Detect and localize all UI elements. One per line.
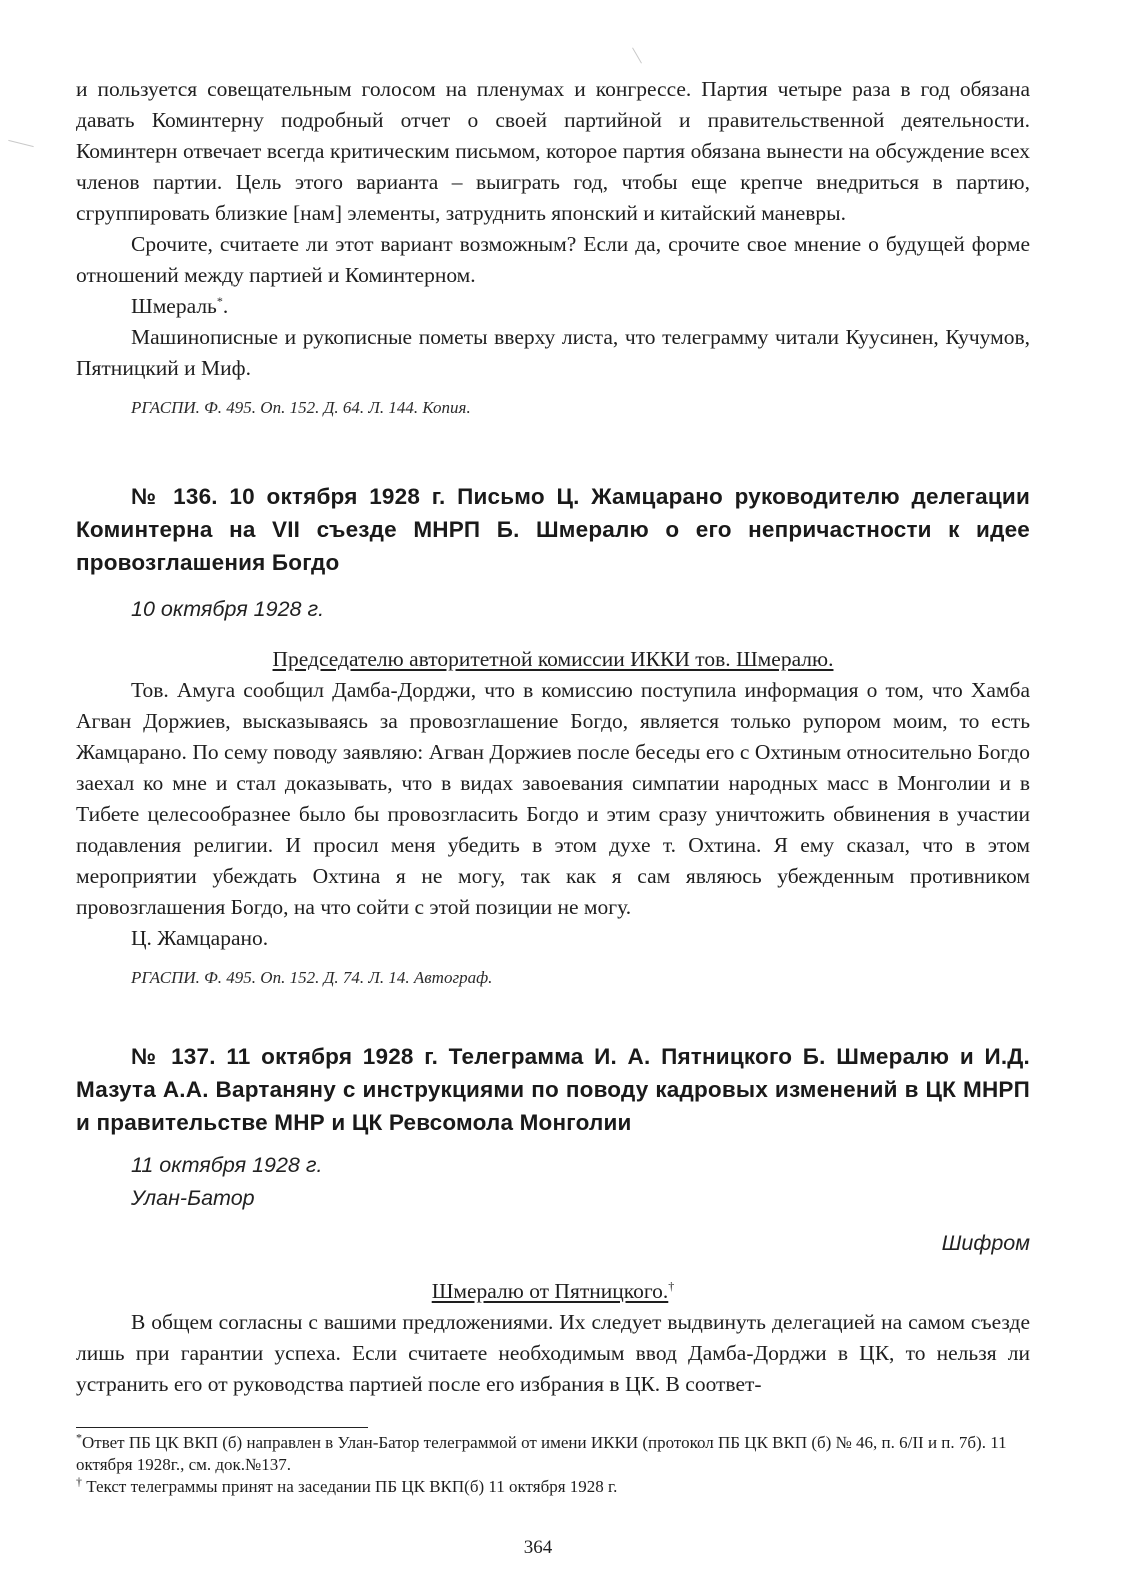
previous-document-continuation	[76, 74, 1030, 420]
scan-mark-left	[8, 140, 33, 147]
document-place: Улан-Батор	[131, 1186, 255, 1210]
cipher-note: Шифром	[941, 1231, 1030, 1255]
page-number: 364	[523, 1537, 553, 1558]
footnotes	[76, 1432, 1030, 1498]
signature-name: Шмераль	[131, 294, 217, 318]
footnote-separator	[76, 1427, 368, 1428]
footnote-text: Ответ ПБ ЦК ВКП (б) направлен в Улан-Батор телеграммой от имени ИККИ (протокол ПБ ЦК ВКП (б) № 46, п. 6/II и п. 7б). 11 октября 1928г., см. док.№137.	[76, 1433, 1007, 1474]
footnote-ref[interactable]: †	[668, 1278, 675, 1293]
continuation-paragraph: Срочите, считаете ли этот вариант возможным? Если да, срочите свое мнение о будущей форме отношений между партией и Коминтерном.	[76, 232, 1030, 287]
continuation-paragraph: и пользуется совещательным голосом на пленумах и конгрессе. Партия четыре раза в год обязана давать Коминтерну подробный отчет о своей партийной и правительственной деятельности. Коминтерн отвечает всегда критическим письмом, которое партия обязана вынести на обсуждение всех членов партии. Цель этого варианта – выиграть год, чтобы еще крепче внедриться в партию, сгруппировать близкие [нам] элементы, затруднить японский и китайский маневры.	[76, 77, 1030, 225]
addressee-line	[76, 1276, 1030, 1307]
archival-source: РГАСПИ. Ф. 495. Оп. 152. Д. 64. Л. 144. Копия.	[131, 398, 471, 417]
addressee-line	[76, 644, 1030, 675]
document-137	[76, 1040, 1030, 1400]
document-date: 10 октября 1928 г.	[131, 597, 325, 621]
archival-note: Машинописные и рукописные пометы вверху листа, что телеграмму читали Куусинен, Кучумов, Пятницкий и Миф.	[76, 325, 1030, 380]
document-heading: № 137. 11 октября 1928 г. Телеграмма И. А. Пятницкого Б. Шмералю и И.Д. Мазута А.А. Вартаняну с инструкциями по поводу кадровых изменений в ЦК МНРП и правительстве МНР и ЦК Ревсомола Монголии	[76, 1044, 1030, 1135]
document-body: Тов. Амуга сообщил Дамба-Дорджи, что в комиссию поступила информация о том, что Хамба Агван Доржиев, высказываясь за провозглашение Богдо, является только рупором моим, то есть Жамцарано. По сему поводу заявляю: Агван Доржиев после беседы его с Охтиным относительно Богдо заехал ко мне и стал доказывать, что в видах завоевания симпатии народных масс в Монголии и в Тибете целесообразнее было бы провозгласить Богдо и этим сразу уничтожить обвинения в участии подавления религии. И просил меня убедить в этом духе т. Охтина. Я ему сказал, что в этом мероприятии убеждать Охтина я не могу, так как я сам являюсь убежденным противником провозглашения Богдо, на что сойти с этой позиции не могу.	[76, 678, 1030, 919]
archival-source: РГАСПИ. Ф. 495. Оп. 152. Д. 74. Л. 14. Автограф.	[131, 968, 493, 987]
signature	[76, 291, 1030, 322]
document-body: В общем согласны с вашими предложениями. Их следует выдвинуть делегацией на самом съезде лишь при гарантии успеха. Если считаете необходимым ввод Дамба-Дорджи в ЦК, то нельзя ли устранить его от руководства партией после его избрания в ЦК. В соответ-	[76, 1310, 1030, 1396]
document-136	[76, 480, 1030, 990]
addressee-text: Шмералю от Пятницкого.	[431, 1279, 669, 1303]
scan-mark-top	[632, 47, 642, 63]
addressee-text: Председателю авторитетной комиссии ИККИ тов. Шмералю.	[272, 647, 834, 671]
footnote-mark: †	[76, 1474, 82, 1489]
footnote	[76, 1432, 1030, 1476]
signature: Ц. Жамцарано.	[131, 926, 269, 950]
document-date: 11 октября 1928 г.	[131, 1153, 323, 1177]
footnote	[76, 1476, 1030, 1498]
signature-punct: .	[222, 294, 229, 318]
footnote-text: Текст телеграммы принят на заседании ПБ ЦК ВКП(б) 11 октября 1928 г.	[82, 1477, 618, 1496]
footnote-mark: *	[76, 1430, 82, 1445]
document-heading: № 136. 10 октября 1928 г. Письмо Ц. Жамцарано руководителю делегации Коминтерна на VII съезде МНРП Б. Шмералю о его непричастности к идее провозглашения Богдо	[76, 484, 1030, 575]
footnote-ref[interactable]: *	[216, 293, 223, 308]
